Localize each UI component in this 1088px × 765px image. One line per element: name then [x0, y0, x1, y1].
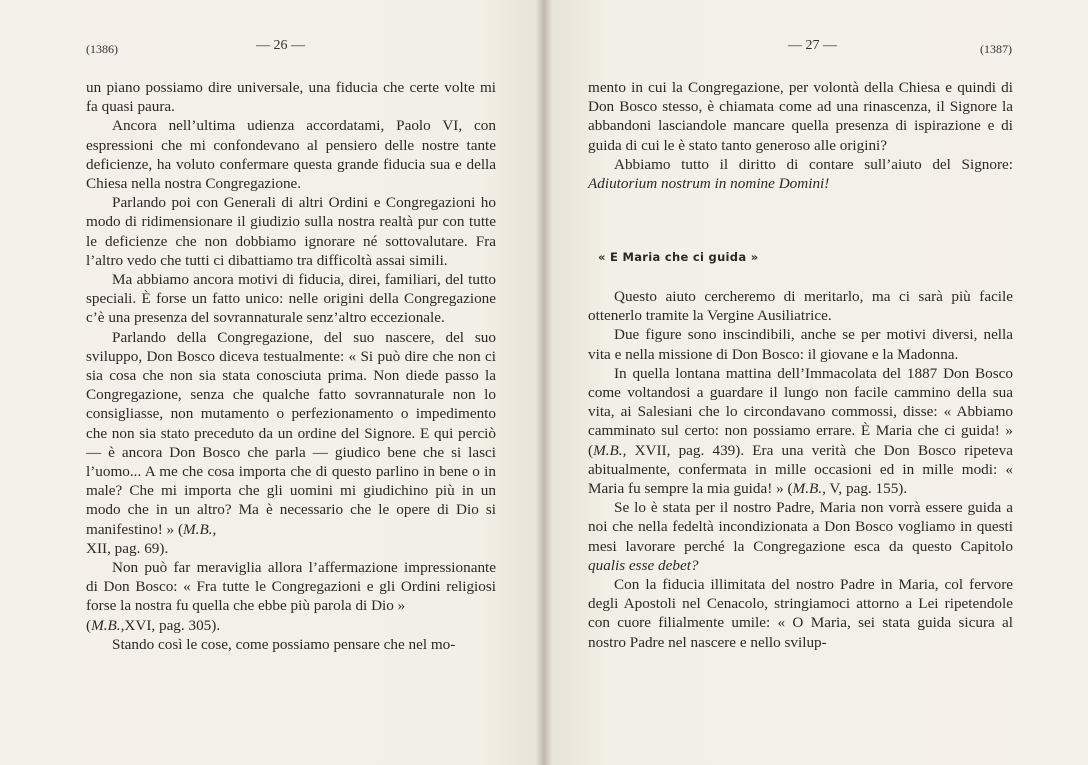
paragraph: [588, 498, 1013, 575]
paragraph: Non può far meraviglia allora l’affermazione impressionante di Don Bosco: « Fra tutte le Congregazioni e gli Ordini religiosi forse la nostra fu quella che ebbe più parola di Dio » (M.B.,XVI, pag. 305).: [86, 559, 496, 634]
paragraph-text: Non può far meraviglia allora l’affermazione impressionante di Don Bosco: « Fra tutte le Congregazioni e gli Ordini religiosi forse la nostra fu quella che ebbe più parola di Dio »: [86, 559, 496, 615]
right-page-id: (1387): [980, 42, 1012, 56]
right-page: [544, 0, 1088, 765]
paragraph-text: Parlando della Congregazione, del suo nascere, del suo sviluppo, Don Bosco diceva testualmente: « Si può dire che non ci sia cosa che non sia stata conosciuta prima. Non diede passo la Congregazione, senza che qualche fatto sovrannaturale non lo consigliasse, non mutamento o perfezionamento o impedimento che non sia stato preceduto da un ordine del Signore. E qui perciò — è ancora Don Bosco che parla — giudico bene che si lasci l’uomo... A me che cosa importa che di questo parlino in bene o in male? Che mi importa che gli uomini mi giudichino più in un modo che in un altro? Ma è necessario che le opere di Dio si manifestino! »: [86, 328, 496, 538]
paragraph: Ma abbiamo ancora motivi di fiducia, direi, familiari, del tutto speciali. È forse un fatto unico: nelle origini della Congregazione c’è una presenza del sovrannaturale senz’altro eccezionale.: [86, 271, 496, 327]
paragraph: Due figure sono inscindibili, anche se per motivi diversi, nella vita e nella missione di Don Bosco: il giovane e la Madonna.: [588, 326, 1013, 363]
paragraph: Questo aiuto cercheremo di meritarlo, ma ci sarà più facile ottenerlo tramite la Vergine Ausiliatrice.: [588, 288, 1013, 325]
paragraph-text: Se lo è stata per il nostro Padre, Maria non vorrà essere guida a noi che nella fedeltà incondizionata a Don Bosco vogliamo in questi mesi lavorare perché la Congregazione esca da questo Capitolo: [588, 499, 1013, 555]
paragraph: un piano possiamo dire universale, una fiducia che certe volte mi fa quasi paura.: [86, 79, 496, 116]
section-title: « E Maria che ci guida »: [598, 250, 759, 264]
right-page-body-top: [588, 78, 1013, 193]
paragraph: [588, 155, 1013, 193]
paragraph-text: In quella lontana mattina dell’Immacolata del 1887 Don Bosco come voltandosi a guardare il lungo non facile cammino della sua vita, ai Salesiani che lo circondavano commossi, disse: « Abbiamo camminato sul certo: non possiamo errare. È Maria che ci guida! » (: [588, 364, 1013, 459]
reference-text: XVII, pag. 439). Era una verità che Don Bosco ripeteva abitualmente, confermata in mille occasioni ed in mille modi: « Maria fu sempre la mia guida! » (: [588, 441, 1013, 498]
reference-abbr: M.B.,: [792, 480, 826, 498]
reference-abbr: M.B.,: [593, 441, 627, 459]
paragraph: mento in cui la Congregazione, per volontà della Chiesa e quindi di Don Bosco stesso, è chiamata come ad una rinascenza, il Signore la abbandoni lasciandole mancare quella presenza di ispirazione e di guida di cui le è stato tanto generoso alle origini?: [588, 79, 1013, 154]
reference-text: XVI, pag. 305).: [124, 616, 221, 634]
latin-quote: qualis esse debet?: [588, 556, 699, 574]
left-page-id: (1386): [86, 42, 118, 56]
paragraph: [588, 364, 1013, 498]
latin-quote: Adiutorium nostrum in nomine Domini!: [588, 175, 830, 193]
right-page-number: — 27 —: [788, 38, 837, 53]
left-page-number: — 26 —: [256, 38, 305, 53]
reference-abbr: M.B.,: [183, 520, 217, 538]
reference-text: V, pag. 155).: [829, 480, 908, 498]
right-page-body-bottom: [588, 287, 1013, 652]
paragraph: Ancora nell’ultima udienza accordatami, Paolo VI, con espressioni che mi confondevano al pensiero delle nostre tante deficienze, ha voluto confermare questa grande fiducia sua e della Chiesa nella nostra Congregazione.: [86, 117, 496, 193]
paragraph-text: Abbiamo tutto il diritto di contare sull’aiuto del Signore:: [614, 155, 1013, 173]
paragraph: Parlando poi con Generali di altri Ordini e Congregazioni ho modo di ridimensionare il giudizio sulla nostra realtà pur con tutte le deficienze che non dobbiamo ignorare né sottovalutare. Fra l’altro vedo che tutti ci dibattiamo tra difficoltà assai simili.: [86, 194, 496, 269]
reference-abbr: M.B.,: [91, 616, 125, 634]
paragraph: Parlando della Congregazione, del suo nascere, del suo sviluppo, Don Bosco diceva testualmente: « Si può dire che non ci sia cosa che non sia stata conosciuta prima. Non diede passo la Congregazione, senza che qualche fatto sovrannaturale non lo consigliasse, non mutamento o perfezionamento o impedimento che non sia stato preceduto da un ordine del Signore. E qui perciò — è ancora Don Bosco che parla — giudico bene che si lasci l’uomo... A me che cosa importa che di questo parlino in bene o in male? Che mi importa che gli uomini mi giudichino più in un modo che in un altro? Ma è necessario che le opere di Dio si manifestino! » (M.B., XII, pag. 69).: [86, 328, 496, 557]
paragraph: Stando così le cose, come possiamo pensare che nel mo-: [112, 635, 456, 653]
reference-text: XII, pag. 69).: [86, 539, 169, 557]
paragraph: Con la fiducia illimitata del nostro Padre in Maria, col fervore degli Apostoli nel Cenacolo, stringiamoci attorno a Lei ripetendole con cuore filialmente umile: « O Maria, sei stata guida sicura al nostro Padre nel nascere e nello svilup-: [588, 576, 1013, 651]
left-page-body: [86, 78, 496, 654]
